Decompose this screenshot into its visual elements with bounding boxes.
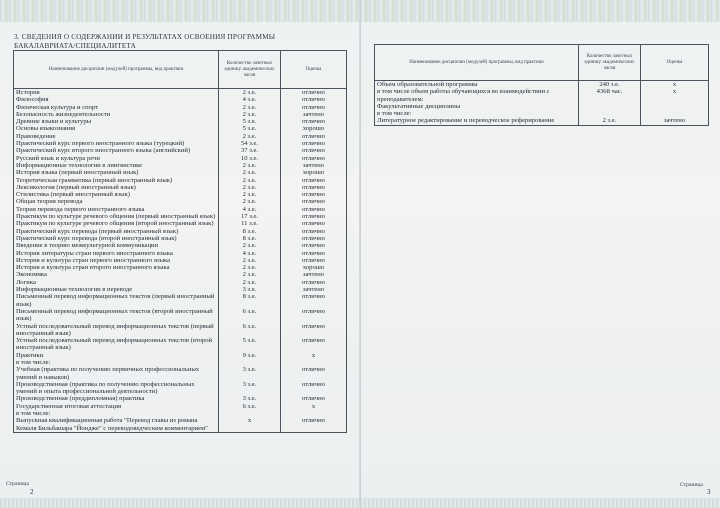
units-cell: 10 з.е. [219,155,281,162]
discipline-name-cell: История языка (первый иностранный язык) [14,169,219,176]
table-row [14,213,347,220]
table-row [14,96,347,103]
units-cell: 240 з.е. [579,81,641,89]
units-cell: 2 з.е. [219,279,281,286]
discipline-name-cell: в том числе объем работы обучающихся во взаимодействии с преподавателем: [375,88,579,103]
grade-cell: x [641,88,709,103]
discipline-name-cell: Общая теория перевода [14,198,219,205]
discipline-name-cell: Лексикология (первый иностранный язык) [14,184,219,191]
table-row [14,250,347,257]
units-cell: 5 з.е. [219,125,281,132]
discipline-name-cell: Устный последовательный перевод информационных текстов (второй иностранный язык) [14,337,219,352]
grade-cell: отлично [281,242,347,249]
grade-cell: отлично [281,96,347,103]
discipline-name-cell: Практикум по культуре речевого общения (первый иностранный язык) [14,213,219,220]
table-row [14,228,347,235]
header-grade: Оценка [641,45,709,81]
units-cell [579,110,641,117]
discipline-name-cell: Практический курс второго иностранного языка (английский) [14,147,219,154]
grade-cell: зачтено [641,117,709,125]
discipline-name-cell: Информационные технологии в лингвистике [14,162,219,169]
discipline-name-cell: Философия [14,96,219,103]
units-cell: 17 з.е. [219,213,281,220]
table-row [14,286,347,293]
units-cell: 4 з.е. [219,206,281,213]
units-cell: 2 з.е. [219,191,281,198]
grade-cell: отлично [281,133,347,140]
discipline-name-cell: Безопасность жизнедеятельности [14,111,219,118]
units-cell: 37 з.е. [219,147,281,154]
units-cell: 54 з.е. [219,140,281,147]
discipline-name-cell: Основы языкознания [14,125,219,132]
grade-cell [641,103,709,110]
units-cell: 4 з.е. [219,96,281,103]
units-cell: 3 з.е. [219,286,281,293]
grade-cell: отлично [281,177,347,184]
units-cell: 11 з.е. [219,220,281,227]
grade-cell: отлично [281,155,347,162]
discipline-name-cell: Практикум по культуре речевого общения (второй иностранный язык) [14,220,219,227]
grade-cell: хорошо [281,125,347,132]
units-cell: 6 з.е. [219,323,281,338]
units-cell: 4368 час. [579,88,641,103]
discipline-name-cell: Правоведение [14,133,219,140]
discipline-name-cell: История [14,89,219,97]
table-row [14,118,347,125]
discipline-name-cell: Теоретическая грамматика (первый иностранный язык) [14,177,219,184]
grade-cell: зачтено [281,286,347,293]
units-cell: 2 з.е. [219,257,281,264]
grade-cell: отлично [281,147,347,154]
units-cell: 2 з.е. [219,104,281,111]
page-number-left: 2 [30,488,34,496]
grades-table-left [13,50,347,433]
grade-cell [641,110,709,117]
section-title: 3. СВЕДЕНИЯ О СОДЕРЖАНИИ И РЕЗУЛЬТАТАХ ОСВОЕНИЯ ПРОГРАММЫ БАКАЛАВРИАТА/СПЕЦИАЛИТЕТА [14,33,276,50]
table-row [14,308,347,323]
table-row [14,257,347,264]
discipline-name-cell: Производственная (практика по получению профессиональных умений и опыта профессиональной деятельности) [14,381,219,396]
discipline-name-cell: Практический курс перевода (первый иностранный язык) [14,228,219,235]
units-cell: 2 з.е. [219,111,281,118]
discipline-name-cell: История и культура стран первого иностранного языка [14,257,219,264]
units-cell: 8 з.е. [219,228,281,235]
table-row [375,110,709,117]
table-row [14,191,347,198]
table-row [375,103,709,110]
discipline-name-cell: Информационные технологии в переводе [14,286,219,293]
discipline-name-cell: Выпускная квалификационная работа "Перевод главы из романа Кемаля Бильбашара "Йондже" с переводоведческим комментарием" [14,417,219,432]
grade-cell: отлично [281,89,347,97]
table-row [14,89,347,97]
grade-cell: отлично [281,140,347,147]
table-row [14,337,347,352]
discipline-name-cell: История и культура стран второго иностранного языка [14,264,219,271]
grade-cell: отлично [281,228,347,235]
grade-cell: x [281,403,347,410]
header-units: Количество зачетных единиц/ академических часов [579,45,641,81]
units-cell [219,410,281,417]
units-cell: 8 з.е. [219,293,281,308]
discipline-name-cell: Практический курс перевода (второй иностранный язык) [14,235,219,242]
units-cell: 2 з.е. [579,117,641,125]
units-cell: 2 з.е. [219,264,281,271]
table-row [14,242,347,249]
units-cell: 2 з.е. [219,198,281,205]
units-cell: 6 з.е. [219,403,281,410]
grade-cell: зачтено [281,271,347,278]
grade-cell: зачтено [281,162,347,169]
footer-page-label-right: Страница [680,482,703,488]
discipline-name-cell: в том числе: [375,110,579,117]
header-units: Количество зачетных единиц/ академических часов [219,51,281,89]
grade-cell: зачтено [281,111,347,118]
table-row [14,366,347,381]
table-row [14,323,347,338]
table-row [14,352,347,359]
units-cell [579,103,641,110]
table-row [14,184,347,191]
grade-cell: отлично [281,104,347,111]
units-cell: 2 з.е. [219,184,281,191]
discipline-name-cell: Логика [14,279,219,286]
grade-cell: отлично [281,337,347,352]
units-cell: 9 з.е. [219,352,281,359]
grade-cell: хорошо [281,264,347,271]
units-cell: 4 з.е. [219,250,281,257]
table-row [14,169,347,176]
discipline-name-cell: Древние языки и культуры [14,118,219,125]
units-cell: 3 з.е. [219,395,281,402]
units-cell: 2 з.е. [219,169,281,176]
discipline-name-cell: Теория перевода первого иностранного языка [14,206,219,213]
table-row [375,88,709,103]
discipline-name-cell: в том числе: [14,410,219,417]
units-cell: 2 з.е. [219,162,281,169]
discipline-name-cell: Письменный перевод информационных текстов (второй иностранный язык) [14,308,219,323]
table-row [14,271,347,278]
grade-cell: отлично [281,395,347,402]
table-row [14,279,347,286]
grade-cell: отлично [281,293,347,308]
table-row [14,125,347,132]
grade-cell: отлично [281,279,347,286]
table-row [14,198,347,205]
units-cell: 8 з.е. [219,235,281,242]
discipline-name-cell: Стилистика (первый иностранный язык) [14,191,219,198]
units-cell: 3 з.е. [219,366,281,381]
table-row [14,133,347,140]
units-cell [219,359,281,366]
discipline-name-cell: Учебная (практика по получению первичных профессиональных умений и навыков) [14,366,219,381]
grade-cell: отлично [281,381,347,396]
grade-cell: отлично [281,118,347,125]
discipline-name-cell: Русский язык и культура речи [14,155,219,162]
table-row [14,177,347,184]
grade-cell: x [641,81,709,89]
discipline-name-cell: Устный последовательный перевод информационных текстов (первый иностранный язык) [14,323,219,338]
discipline-name-cell: Государственная итоговая аттестация [14,403,219,410]
grades-rows-left [14,89,347,433]
grade-cell: отлично [281,250,347,257]
grade-cell: хорошо [281,169,347,176]
grade-cell: отлично [281,206,347,213]
grade-cell: отлично [281,366,347,381]
units-cell: 6 з.е. [219,308,281,323]
discipline-name-cell: Литературное редактирование и переводческое реферирование [375,117,579,125]
grade-cell [281,410,347,417]
grades-table-right [374,44,709,126]
discipline-name-cell: Объем образовательной программы [375,81,579,89]
table-row [14,104,347,111]
grade-cell: отлично [281,184,347,191]
grade-cell: отлично [281,308,347,323]
discipline-name-cell: Практики [14,352,219,359]
grade-cell: отлично [281,257,347,264]
table-row [14,359,347,366]
grade-cell: отлично [281,417,347,432]
page-number-right: 3 [707,488,711,496]
grade-cell: x [281,352,347,359]
header-discipline-name: Наименование дисциплин (модулей) программы, вид практики [14,51,219,89]
grade-cell: отлично [281,198,347,205]
grade-cell: отлично [281,220,347,227]
header-grade: Оценка [281,51,347,89]
units-cell: 3 з.е. [219,381,281,396]
table-row [14,162,347,169]
units-cell: 5 з.е. [219,337,281,352]
footer-page-label-left: Страница [6,481,29,487]
table-row [14,147,347,154]
grade-cell: отлично [281,191,347,198]
discipline-name-cell: Физическая культура и спорт [14,104,219,111]
table-row [14,264,347,271]
grade-cell [281,359,347,366]
table-row [14,410,347,417]
units-cell: 5 з.е. [219,118,281,125]
discipline-name-cell: История литературы стран первого иностранного языка [14,250,219,257]
discipline-name-cell: Экономика [14,271,219,278]
table-row [14,206,347,213]
units-cell: 2 з.е. [219,89,281,97]
grade-cell: отлично [281,235,347,242]
table-row [14,417,347,432]
units-cell: x [219,417,281,432]
grades-rows-right [375,81,709,126]
discipline-name-cell: Введение в теорию межкультурной коммуникации [14,242,219,249]
discipline-name-cell: Производственная (преддипломная) практика [14,395,219,402]
discipline-name-cell: Факультативные дисциплины [375,103,579,110]
table-row [375,81,709,89]
table-row [14,155,347,162]
table-row [14,140,347,147]
table-row [14,220,347,227]
grade-cell: отлично [281,213,347,220]
table-row [14,381,347,396]
page-fold [359,0,361,508]
table-row [14,403,347,410]
discipline-name-cell: Практический курс первого иностранного языка (турецкий) [14,140,219,147]
table-row [14,395,347,402]
table-row [14,111,347,118]
header-discipline-name: Наименование дисциплин (модулей) программы, вид практики [375,45,579,81]
units-cell: 2 з.е. [219,242,281,249]
discipline-name-cell: Письменный перевод информационных текстов (первый иностранный язык) [14,293,219,308]
discipline-name-cell: в том числе: [14,359,219,366]
table-row [375,117,709,125]
grade-cell: отлично [281,323,347,338]
table-row [14,293,347,308]
table-row [14,235,347,242]
units-cell: 2 з.е. [219,177,281,184]
units-cell: 2 з.е. [219,271,281,278]
units-cell: 2 з.е. [219,133,281,140]
